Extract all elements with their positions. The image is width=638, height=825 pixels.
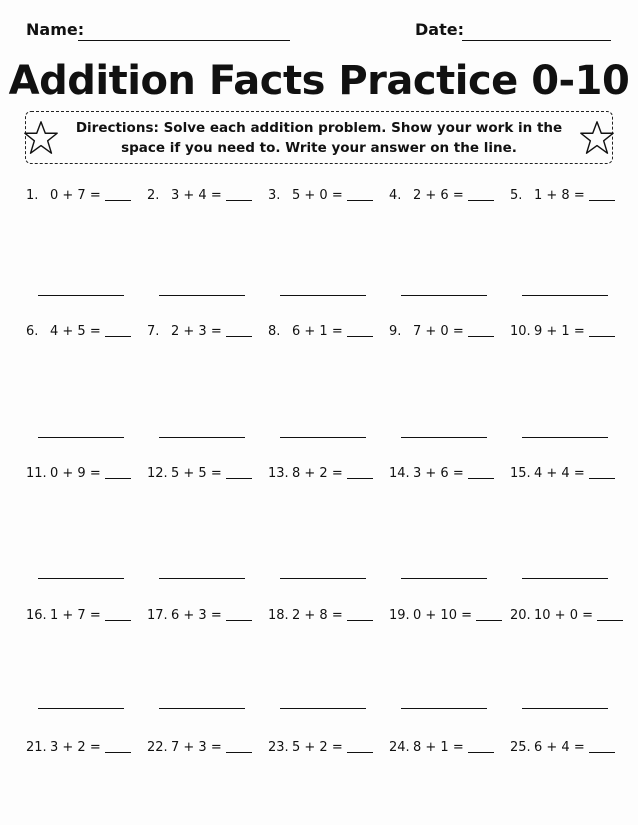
problem-item	[389, 608, 502, 623]
problem-number: 14.	[389, 466, 410, 481]
problem-number: 15.	[510, 466, 531, 481]
problem-number: 10.	[510, 324, 531, 339]
problem-number: 1.	[26, 188, 39, 203]
inline-answer-blank[interactable]	[589, 478, 615, 479]
date-label: Date:	[415, 20, 464, 39]
problem-number: 18.	[268, 608, 289, 623]
problem-item	[26, 188, 131, 203]
inline-answer-blank[interactable]	[347, 336, 373, 337]
problem-item	[389, 324, 494, 339]
problem-item	[268, 608, 373, 623]
problem-number: 11.	[26, 466, 47, 481]
inline-answer-blank[interactable]	[226, 200, 252, 201]
problem-number: 22.	[147, 740, 168, 755]
problem-item	[268, 740, 373, 755]
problem-item	[26, 608, 131, 623]
problem-number: 19.	[389, 608, 410, 623]
problem-number: 3.	[268, 188, 281, 203]
answer-line[interactable]	[522, 295, 608, 296]
inline-answer-blank[interactable]	[226, 336, 252, 337]
directions-box	[25, 111, 613, 164]
name-field[interactable]	[26, 20, 84, 39]
problem-expression: 2 + 6 =	[413, 188, 464, 203]
inline-answer-blank[interactable]	[105, 336, 131, 337]
problem-expression: 7 + 0 =	[413, 324, 464, 339]
problem-expression: 4 + 5 =	[50, 324, 101, 339]
answer-line[interactable]	[38, 708, 124, 709]
problem-number: 17.	[147, 608, 168, 623]
answer-line[interactable]	[159, 295, 245, 296]
problem-item	[510, 324, 615, 339]
problem-expression: 8 + 1 =	[413, 740, 464, 755]
problem-expression: 1 + 7 =	[50, 608, 101, 623]
problem-expression: 6 + 1 =	[292, 324, 343, 339]
answer-line[interactable]	[38, 437, 124, 438]
problem-item	[510, 466, 615, 481]
problem-number: 25.	[510, 740, 531, 755]
inline-answer-blank[interactable]	[476, 620, 502, 621]
problem-expression: 3 + 2 =	[50, 740, 101, 755]
problem-number: 20.	[510, 608, 531, 623]
problem-number: 24.	[389, 740, 410, 755]
inline-answer-blank[interactable]	[468, 752, 494, 753]
problem-expression: 3 + 4 =	[171, 188, 222, 203]
problem-number: 13.	[268, 466, 289, 481]
problem-expression: 0 + 10 =	[413, 608, 472, 623]
answer-line[interactable]	[38, 295, 124, 296]
problem-expression: 2 + 8 =	[292, 608, 343, 623]
problem-number: 2.	[147, 188, 160, 203]
problem-expression: 0 + 7 =	[50, 188, 101, 203]
problem-item	[510, 608, 623, 623]
inline-answer-blank[interactable]	[105, 752, 131, 753]
problem-expression: 5 + 0 =	[292, 188, 343, 203]
inline-answer-blank[interactable]	[347, 478, 373, 479]
answer-line[interactable]	[280, 578, 366, 579]
answer-line[interactable]	[401, 295, 487, 296]
problem-item	[147, 188, 252, 203]
answer-line[interactable]	[280, 295, 366, 296]
answer-line[interactable]	[522, 708, 608, 709]
problem-item	[147, 324, 252, 339]
inline-answer-blank[interactable]	[347, 620, 373, 621]
problem-expression: 4 + 4 =	[534, 466, 585, 481]
problem-expression: 8 + 2 =	[292, 466, 343, 481]
inline-answer-blank[interactable]	[347, 752, 373, 753]
problem-item	[510, 740, 615, 755]
problem-number: 7.	[147, 324, 160, 339]
problem-item	[268, 324, 373, 339]
name-label: Name:	[26, 20, 85, 39]
name-input-line[interactable]	[78, 40, 290, 41]
inline-answer-blank[interactable]	[105, 200, 131, 201]
problem-item	[510, 188, 615, 203]
answer-line[interactable]	[159, 708, 245, 709]
problem-item	[26, 466, 131, 481]
problem-number: 21.	[26, 740, 47, 755]
problem-expression: 6 + 4 =	[534, 740, 585, 755]
problem-item	[389, 740, 494, 755]
problem-expression: 6 + 3 =	[171, 608, 222, 623]
problem-item	[147, 466, 252, 481]
page-title: Addition Facts Practice 0-10	[8, 58, 630, 104]
answer-line[interactable]	[401, 708, 487, 709]
problem-expression: 2 + 3 =	[171, 324, 222, 339]
problem-expression: 3 + 6 =	[413, 466, 464, 481]
inline-answer-blank[interactable]	[347, 200, 373, 201]
problem-item	[389, 188, 494, 203]
answer-line[interactable]	[280, 708, 366, 709]
problem-item	[268, 466, 373, 481]
problem-expression: 9 + 1 =	[534, 324, 585, 339]
problem-item	[389, 466, 494, 481]
problem-item	[26, 740, 131, 755]
inline-answer-blank[interactable]	[226, 752, 252, 753]
problem-expression: 7 + 3 =	[171, 740, 222, 755]
inline-answer-blank[interactable]	[589, 752, 615, 753]
problem-number: 23.	[268, 740, 289, 755]
problem-number: 16.	[26, 608, 47, 623]
answer-line[interactable]	[401, 578, 487, 579]
answer-line[interactable]	[401, 437, 487, 438]
inline-answer-blank[interactable]	[226, 478, 252, 479]
problem-number: 12.	[147, 466, 168, 481]
problem-number: 6.	[26, 324, 39, 339]
problem-expression: 10 + 0 =	[534, 608, 593, 623]
problem-expression: 0 + 9 =	[50, 466, 101, 481]
inline-answer-blank[interactable]	[597, 620, 623, 621]
inline-answer-blank[interactable]	[589, 200, 615, 201]
date-input-line[interactable]	[462, 40, 611, 41]
problem-number: 4.	[389, 188, 402, 203]
problem-item	[147, 608, 252, 623]
problem-item	[26, 324, 131, 339]
inline-answer-blank[interactable]	[226, 620, 252, 621]
directions-text: Directions: Solve each addition problem. Show your work in the space if you need to. Write your answer on the line.	[75, 120, 563, 156]
inline-answer-blank[interactable]	[468, 200, 494, 201]
problem-expression: 5 + 5 =	[171, 466, 222, 481]
answer-line[interactable]	[522, 578, 608, 579]
problem-item	[147, 740, 252, 755]
problem-number: 9.	[389, 324, 402, 339]
inline-answer-blank[interactable]	[468, 336, 494, 337]
problem-expression: 1 + 8 =	[534, 188, 585, 203]
star-icon	[578, 119, 616, 157]
inline-answer-blank[interactable]	[105, 620, 131, 621]
problem-expression: 5 + 2 =	[292, 740, 343, 755]
date-field[interactable]	[415, 20, 464, 39]
problem-number: 8.	[268, 324, 281, 339]
problem-number: 5.	[510, 188, 523, 203]
inline-answer-blank[interactable]	[589, 336, 615, 337]
inline-answer-blank[interactable]	[468, 478, 494, 479]
star-icon	[22, 119, 60, 157]
answer-line[interactable]	[159, 437, 245, 438]
answer-line[interactable]	[38, 578, 124, 579]
answer-line[interactable]	[159, 578, 245, 579]
problem-item	[268, 188, 373, 203]
answer-line[interactable]	[522, 437, 608, 438]
answer-line[interactable]	[280, 437, 366, 438]
inline-answer-blank[interactable]	[105, 478, 131, 479]
